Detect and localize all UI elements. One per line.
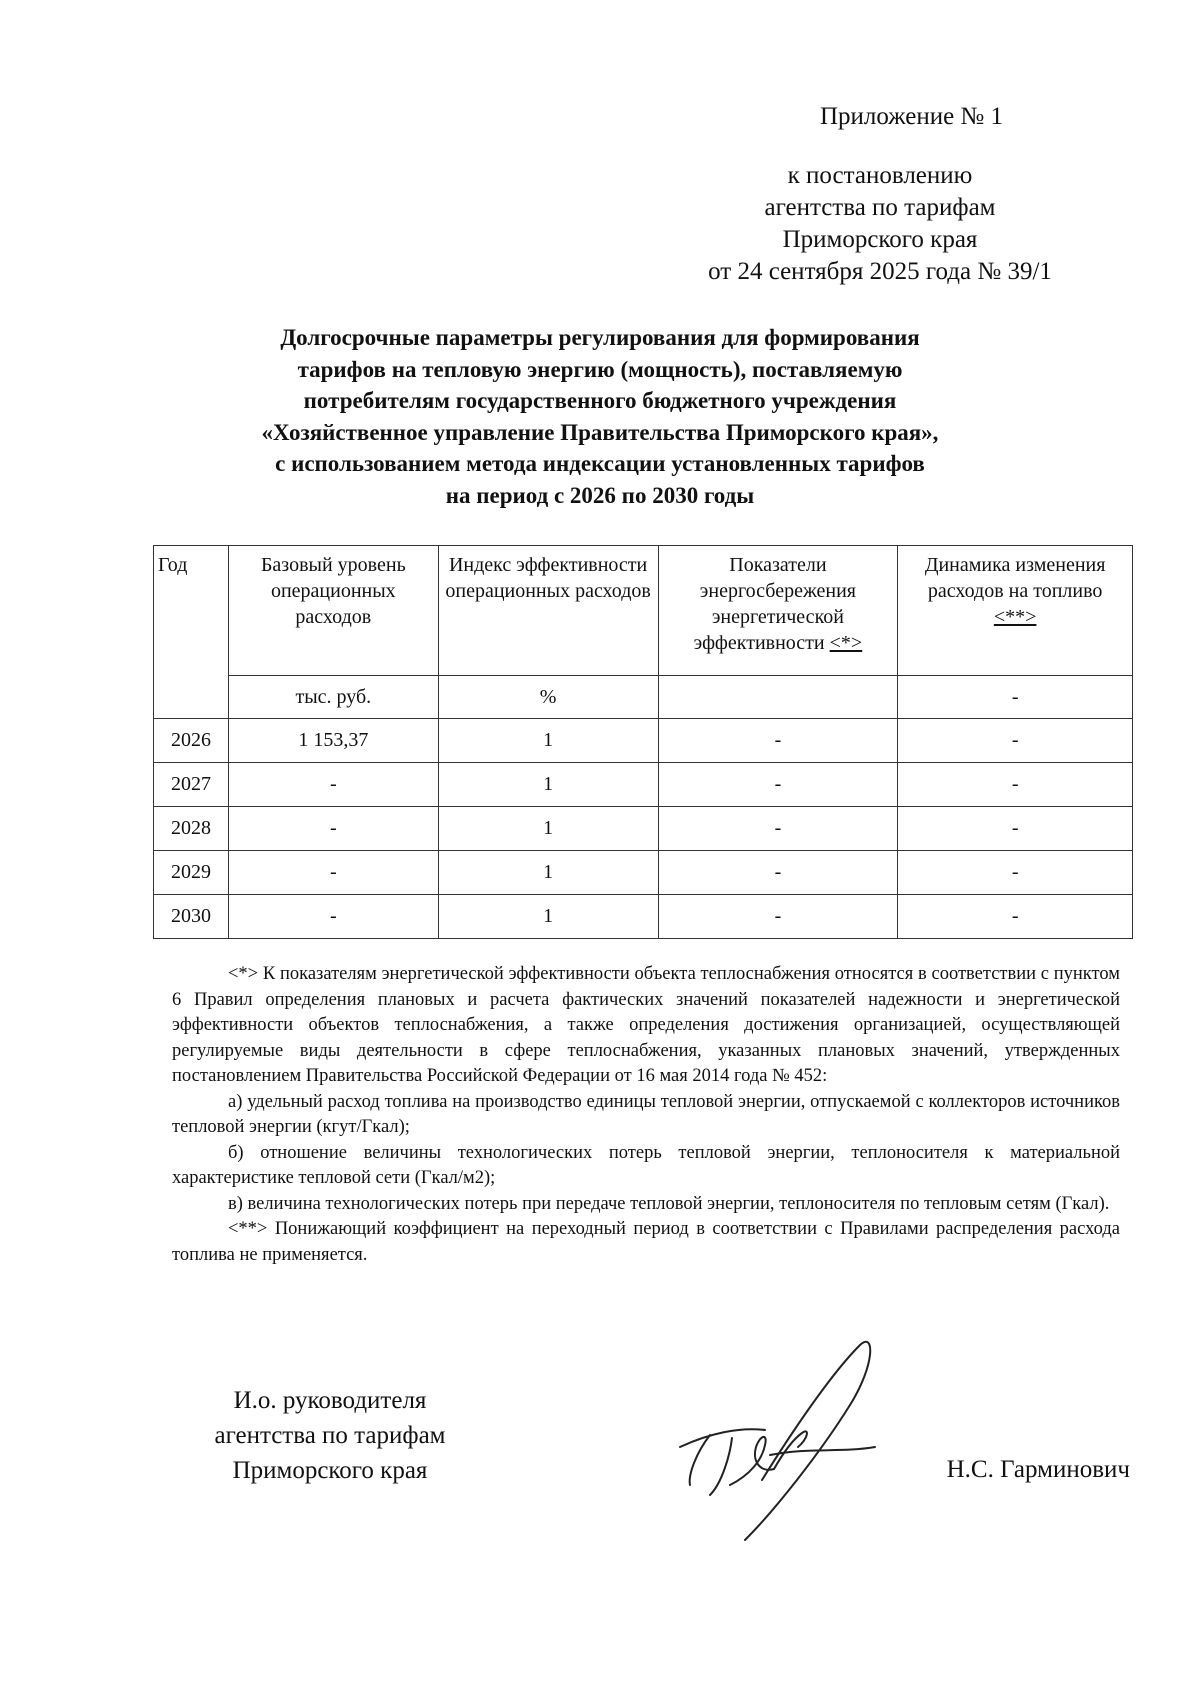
cell-fuel-dynamics: - [898,851,1133,895]
header-fuel-dynamics-text: Динамика изменения расходов на топливо [924,554,1106,602]
cell-base-level: - [228,851,438,895]
footnote-2: <**> Понижающий коэффициент на переходный период в соответствии с Правилами распределения расхода топлива не применяется. [172,1219,1120,1265]
cell-efficiency-index: 1 [438,851,658,895]
cell-energy-saving: - [658,895,898,939]
signer-position [180,1383,480,1488]
cell-year: 2028 [154,807,229,851]
cell-base-level: - [228,763,438,807]
signer-position-line: И.о. руководителя [233,1387,427,1414]
unit-fuel-dynamics: - [898,676,1133,719]
header-year: Год [154,546,229,719]
table-units-row [154,676,1133,719]
unit-efficiency-index: % [438,676,658,719]
unit-energy-saving [658,676,898,719]
table-row [154,719,1133,763]
cell-efficiency-index: 1 [438,895,658,939]
cell-fuel-dynamics: - [898,719,1133,763]
cell-efficiency-index: 1 [438,719,658,763]
table-header-row [154,546,1133,676]
footnote-item-b: б) отношение величины технологических потерь тепловой энергии, теплоносителя к материальной характеристике тепловой сети (Гкал/м2); [172,1142,1120,1188]
signer-position-line: Приморского края [232,1457,428,1484]
footnote-1: <*> К показателям энергетической эффективности объекта теплоснабжения относятся в соответствии с пунктом 6 Правил определения плановых и расчета фактических значений показателей надежности и энергетической эффективности объектов теплоснабжения, а также определения достижения организацией, осуществляющей регулируемые виды деятельности в сфере теплоснабжения, указанных плановых значений, утвержденных постановлением Правительства Российской Федерации от 16 мая 2014 года № 452: [172,964,1120,1086]
cell-efficiency-index: 1 [438,763,658,807]
title-line: тарифов на тепловую энергию (мощность), поставляемую [297,356,903,382]
table-row [154,851,1133,895]
title-line: потребителям государственного бюджетного учреждения [303,388,897,413]
table-row [154,895,1133,939]
footnotes [172,962,1120,1268]
title-line: с использованием метода индексации установленных тарифов [275,451,925,476]
cell-year: 2027 [154,763,229,807]
cell-fuel-dynamics: - [898,763,1133,807]
parameters-table [153,545,1133,939]
title-line: «Хозяйственное управление Правительства Приморского края», [261,419,939,445]
cell-base-level: - [228,895,438,939]
resolution-line: агентства по тарифам [764,194,996,221]
table-row [154,763,1133,807]
document-title [100,322,1100,511]
footnote-item-a: а) удельный расход топлива на производство единицы тепловой энергии, отпускаемой с коллекторов источников тепловой энергии (кгут/Гкал); [172,1091,1120,1137]
footnote-ref-1: <*> [829,632,863,654]
handwritten-signature [670,1335,890,1545]
cell-year: 2026 [154,719,229,763]
cell-energy-saving: - [658,807,898,851]
resolution-line: Приморского края [782,226,978,253]
title-line: Долгосрочные параметры регулирования для формирования [280,325,920,350]
resolution-line: от 24 сентября 2025 года № 39/1 [708,258,1052,285]
appendix-label: Приложение № 1 [820,103,1004,130]
cell-base-level: 1 153,37 [228,719,438,763]
cell-efficiency-index: 1 [438,807,658,851]
title-line: на период с 2026 по 2030 годы [445,482,755,508]
cell-energy-saving: - [658,763,898,807]
table-row [154,807,1133,851]
header-energy-saving-text: Показатели энергосбережения энергетической эффективности [693,554,856,654]
header-base-level: Базовый уровень операционных расходов [228,546,438,676]
header-energy-saving [658,546,898,676]
signer-position-line: агентства по тарифам [214,1422,446,1449]
signer-name: Н.С. Гарминович [946,1456,1130,1483]
header-fuel-dynamics [898,546,1133,676]
header-efficiency-index: Индекс эффективности операционных расходов [438,546,658,676]
cell-base-level: - [228,807,438,851]
cell-energy-saving: - [658,719,898,763]
cell-year: 2030 [154,895,229,939]
resolution-reference [640,160,1120,288]
cell-year: 2029 [154,851,229,895]
cell-energy-saving: - [658,851,898,895]
footnote-ref-2: <**> [993,606,1037,628]
unit-base-level: тыс. руб. [228,676,438,719]
resolution-line: к постановлению [787,162,973,189]
footnote-item-c: в) величина технологических потерь при передаче тепловой энергии, теплоносителя по тепловым сетям (Гкал). [228,1193,1110,1214]
cell-fuel-dynamics: - [898,807,1133,851]
cell-fuel-dynamics: - [898,895,1133,939]
